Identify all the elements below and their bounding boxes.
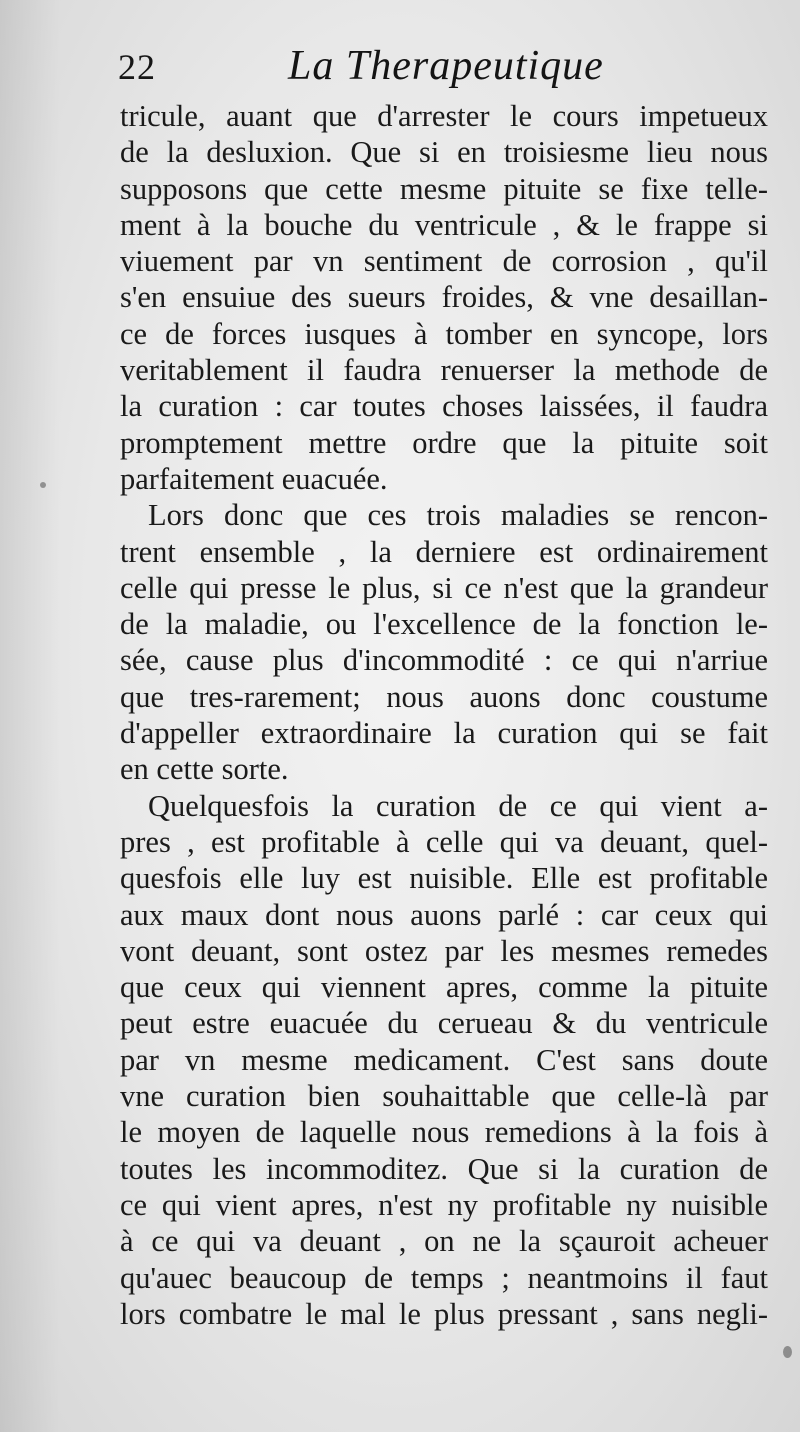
text-line: d'appeller extraordinaire la curation qui se fait <box>120 716 768 751</box>
text-line: vne curation bien souhaittable que celle-là par <box>120 1079 768 1114</box>
text-line: que tres-rarement; nous auons donc coustume <box>120 679 768 714</box>
text-line: supposons que cette mesme pituite se fixe telle- <box>120 171 768 206</box>
text-line: vont deuant, sont ostez par les mesmes remedes <box>120 933 768 968</box>
text-line: s'en ensuiue des sueurs froides, & vne desaillan- <box>120 280 768 315</box>
page-header <box>118 38 768 98</box>
paragraph-start-line: Quelquesfois la curation de ce qui vient a- <box>148 788 768 823</box>
text-line: ce qui vient apres, n'est ny profitable ny nuisible <box>120 1187 768 1222</box>
text-line: de la desluxion. Que si en troisiesme lieu nous <box>120 135 768 170</box>
text-line: celle qui presse le plus, si ce n'est que la grandeur <box>120 570 768 605</box>
text-line: la curation : car toutes choses laissées, il faudra <box>120 389 768 424</box>
body-text <box>120 98 768 1332</box>
text-line: pres , est profitable à celle qui va deuant, quel- <box>120 824 768 859</box>
text-line: veritablement il faudra renuerser la methode de <box>120 353 768 388</box>
text-line: ce de forces iusques à tomber en syncope, lors <box>120 316 768 351</box>
paragraph-start-line: Lors donc que ces trois maladies se rencon- <box>148 498 768 533</box>
text-line: lors combatre le mal le plus pressant , sans negli- <box>120 1296 768 1331</box>
text-line: peut estre euacuée du cerueau & du ventricule <box>120 1006 768 1041</box>
paper-blemish <box>783 1346 792 1358</box>
text-line: le moyen de laquelle nous remedions à la fois à <box>120 1115 768 1150</box>
text-line: qu'auec beaucoup de temps ; neantmoins il faut <box>120 1260 768 1295</box>
running-title: La Therapeutique <box>288 43 604 89</box>
text-line: tricule, auant que d'arrester le cours impetueux <box>120 99 768 133</box>
text-line: que ceux qui viennent apres, comme la pituite <box>120 970 768 1005</box>
page-gutter-shadow <box>0 0 60 1432</box>
text-line: à ce qui va deuant , on ne la sçauroit acheuer <box>120 1224 768 1259</box>
text-line: trent ensemble , la derniere est ordinairement <box>120 534 768 569</box>
text-line: sée, cause plus d'incommodité : ce qui n'arriue <box>120 643 768 678</box>
text-line: de la maladie, ou l'excellence de la fonction le- <box>120 607 768 642</box>
text-line: viuement par vn sentiment de corrosion , qu'il <box>120 244 768 279</box>
text-line: promptement mettre ordre que la pituite soit <box>120 425 768 460</box>
text-line: par vn mesme medicament. C'est sans doute <box>120 1042 768 1077</box>
text-line: quesfois elle luy est nuisible. Elle est profitable <box>120 861 768 896</box>
text-line: aux maux dont nous auons parlé : car ceux qui <box>120 897 768 932</box>
text-line: en cette sorte. <box>120 752 289 787</box>
text-line: ment à la bouche du ventricule , & le frappe si <box>120 207 768 242</box>
paper-blemish <box>40 482 46 488</box>
text-line: toutes les incommoditez. Que si la curation de <box>120 1151 768 1186</box>
page-number: 22 <box>118 47 156 87</box>
text-line: parfaitement euacuée. <box>120 461 388 496</box>
